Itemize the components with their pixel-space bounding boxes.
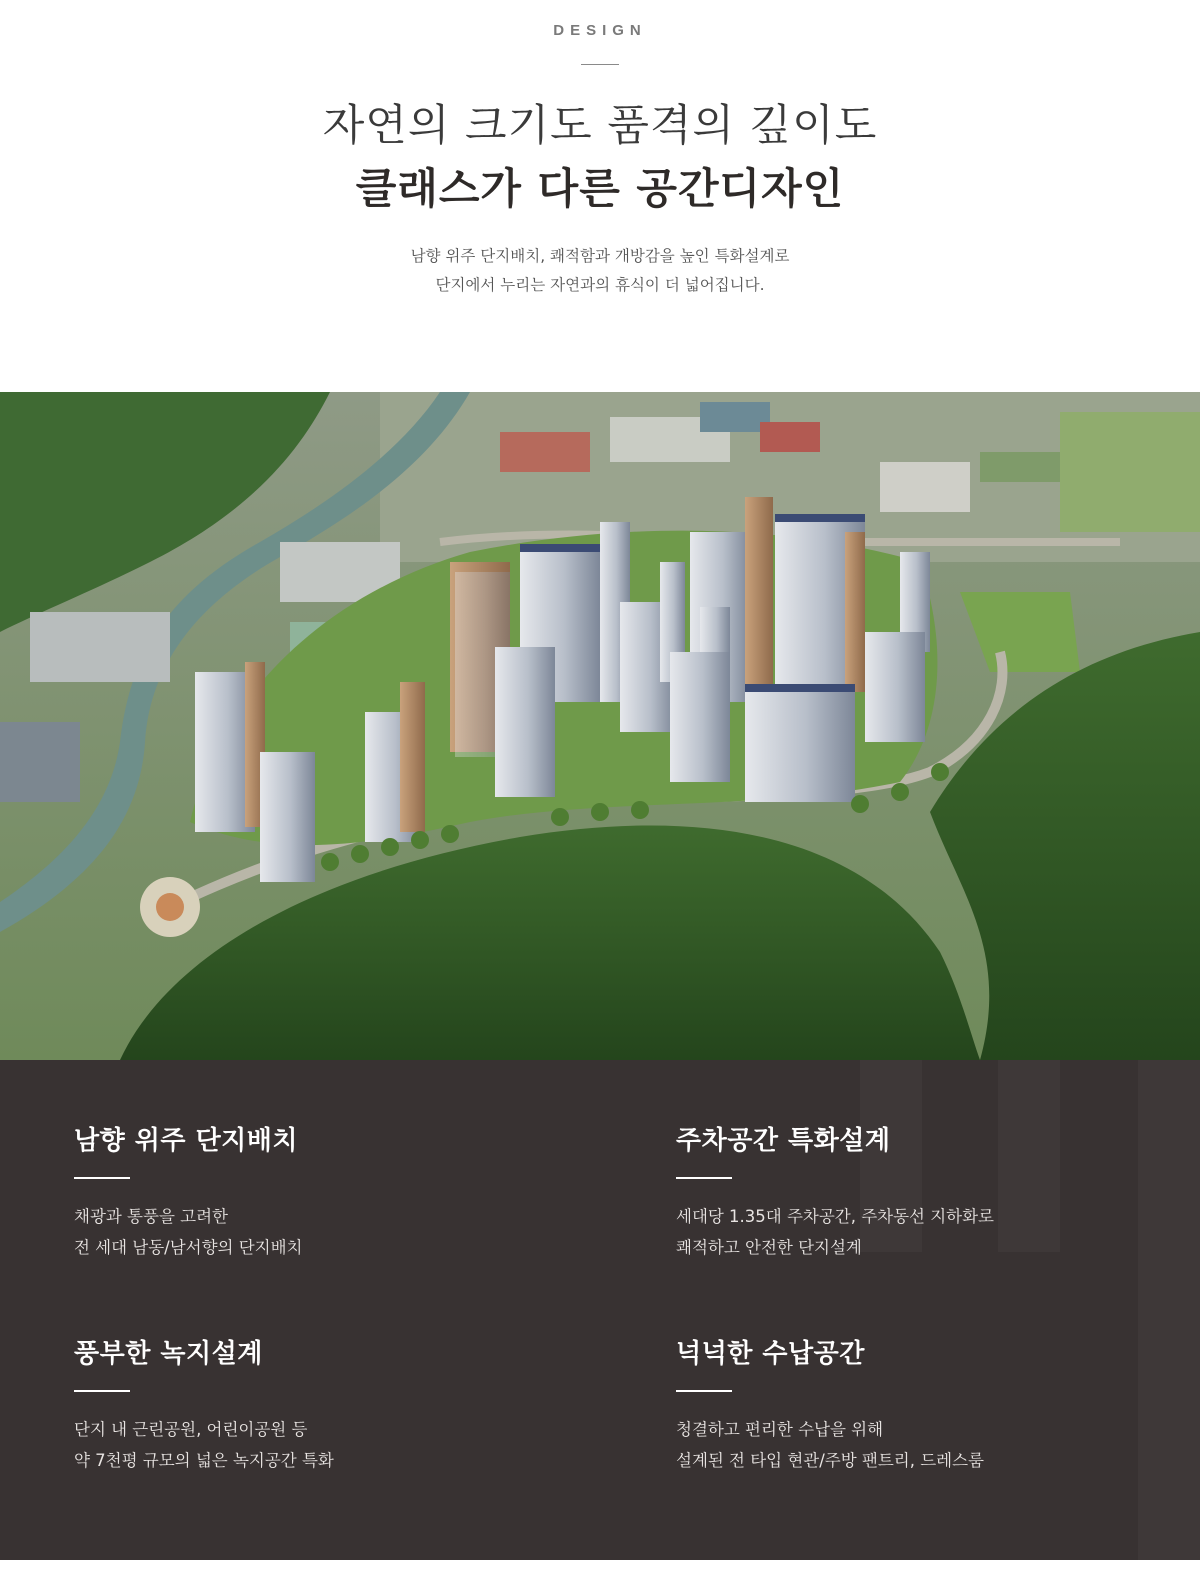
feature-description-line: 설계된 전 타입 현관/주방 팬트리, 드레스룸: [676, 1451, 984, 1470]
feature-description-line: 전 세대 남동/남서향의 단지배치: [74, 1238, 303, 1257]
feature-title-divider: [74, 1390, 130, 1392]
feature-title: 주차공간 특화설계: [676, 1126, 891, 1156]
aerial-illustration: [0, 392, 1200, 1060]
design-features-panel: [0, 1060, 1200, 1560]
feature-description: [676, 1414, 984, 1476]
section-eyebrow: DESIGN: [553, 22, 647, 39]
feature-description-line: 쾌적하고 안전한 단지설계: [676, 1238, 862, 1257]
feature-storage-space: [676, 1333, 984, 1476]
intro-description-line: 단지에서 누리는 자연과의 휴식이 더 넓어집니다.: [435, 276, 765, 294]
feature-description-line: 채광과 통풍을 고려한: [74, 1207, 228, 1226]
feature-description: [74, 1201, 303, 1263]
decorative-panel: [998, 1060, 1060, 1252]
feature-title-divider: [676, 1177, 732, 1179]
feature-south-facing-layout: [74, 1120, 303, 1263]
headline-line-2: 클래스가 다른 공간디자인: [355, 164, 845, 213]
page-bottom-margin: [0, 1560, 1200, 1588]
feature-description: [74, 1414, 334, 1476]
aerial-complex-rendering: [0, 392, 1200, 1060]
feature-description-line: 세대당 1.35대 주차공간, 주차동선 지하화로: [676, 1207, 994, 1226]
intro-description: [0, 242, 1200, 300]
feature-description: [676, 1201, 994, 1263]
intro-section: [0, 0, 1200, 392]
feature-description-line: 청결하고 편리한 수납을 위해: [676, 1420, 884, 1439]
decorative-panel: [1138, 1060, 1200, 1560]
intro-description-line: 남향 위주 단지배치, 쾌적함과 개방감을 높인 특화설계로: [410, 247, 790, 265]
feature-title-divider: [74, 1177, 130, 1179]
feature-description-line: 약 7천평 규모의 넓은 녹지공간 특화: [74, 1451, 334, 1470]
eyebrow-divider: [581, 64, 619, 65]
feature-title: 넉넉한 수납공간: [676, 1339, 865, 1369]
headline-line-1: 자연의 크기도 품격의 깊이도: [322, 101, 878, 151]
feature-title: 풍부한 녹지설계: [74, 1339, 263, 1369]
feature-description-line: 단지 내 근린공원, 어린이공원 등: [74, 1420, 308, 1439]
feature-parking-design: [676, 1120, 994, 1263]
feature-title: 남향 위주 단지배치: [74, 1126, 299, 1156]
feature-green-space: [74, 1333, 334, 1476]
feature-title-divider: [676, 1390, 732, 1392]
